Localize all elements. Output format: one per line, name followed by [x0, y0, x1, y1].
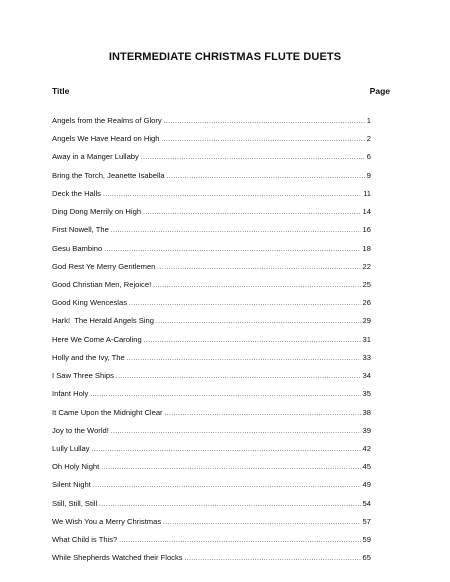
toc-leader-dots	[167, 174, 365, 180]
toc-entry-title: Good Christian Men, Rejoice!	[52, 279, 152, 289]
toc-entry	[52, 116, 371, 134]
toc-entry	[52, 535, 371, 553]
toc-leader-dots	[90, 392, 360, 398]
toc-entry-page: 38	[362, 407, 371, 417]
toc-entry-page: 31	[362, 334, 371, 344]
toc-entry-title: Hark! The Herald Angels Sing	[52, 316, 155, 326]
toc-entry-page: 65	[362, 553, 371, 563]
toc-entry	[52, 207, 371, 225]
toc-entry-title: Deck the Halls	[52, 188, 101, 198]
toc-entry-page: 33	[362, 352, 371, 362]
toc-entry	[52, 152, 371, 170]
toc-leader-dots	[162, 137, 365, 143]
toc-entry	[52, 316, 371, 334]
toc-entry-title: Angels from the Realms of Glory	[52, 116, 162, 125]
toc-leader-dots	[144, 338, 361, 344]
toc-entry	[52, 280, 371, 298]
toc-entry-page: 42	[362, 443, 371, 453]
toc-entry-title: Silent Night	[52, 480, 91, 490]
toc-entry	[52, 462, 371, 480]
toc-entry-title: It Came Upon the Midnight Clear	[52, 407, 163, 417]
toc-leader-dots	[111, 429, 361, 435]
toc-entry-page: 9	[366, 170, 371, 180]
column-header-page: Page	[369, 86, 390, 96]
toc-entry-title: Infant Holy	[52, 389, 89, 399]
toc-entry	[52, 408, 371, 426]
toc-entry-title: Still, Still, Still	[52, 498, 98, 508]
toc-entry	[52, 171, 371, 189]
toc-entry-title: Gesu Bambino	[52, 243, 103, 253]
toc-entry	[52, 426, 371, 444]
toc-entry-title: I Saw Three Ships	[52, 371, 114, 381]
toc-leader-dots	[116, 374, 361, 380]
toc-entry-title: Lully Lullay	[52, 443, 90, 453]
toc-entry-page: 25	[362, 279, 371, 289]
toc-entry	[52, 298, 371, 316]
toc-entry-page: 16	[362, 225, 371, 235]
toc-entry-page: 35	[362, 389, 371, 399]
toc-leader-dots	[141, 155, 365, 161]
toc-entry-page: 6	[366, 152, 371, 162]
toc-entry	[52, 353, 371, 371]
toc-entry	[52, 371, 371, 389]
toc-entry-page: 2	[366, 134, 371, 144]
toc-entry	[52, 480, 371, 498]
toc-leader-dots	[127, 356, 361, 362]
toc-entry	[52, 517, 371, 535]
toc-leader-dots	[153, 283, 360, 289]
toc-entry	[52, 262, 371, 280]
toc-entry-title: We Wish You a Merry Christmas	[52, 516, 162, 526]
toc-entry-title: Here We Come A-Caroling	[52, 334, 142, 344]
toc-entry-page: 11	[363, 188, 371, 198]
toc-entry-title: God Rest Ye Merry Gentlemen	[52, 261, 156, 271]
toc-entry-page: 45	[362, 462, 371, 472]
toc-entry-page: 34	[362, 371, 371, 381]
toc-entry-title: Ding Dong Merrily on High	[52, 207, 142, 217]
toc-leader-dots	[165, 411, 361, 417]
toc-entry-title: Joy to the World!	[52, 425, 109, 435]
toc-entry	[52, 389, 371, 407]
toc-leader-dots	[143, 210, 360, 216]
toc-entry-page: 14	[362, 207, 371, 217]
document-title: INTERMEDIATE CHRISTMAS FLUTE DUETS	[108, 51, 342, 63]
toc-entry-title: Away in a Manger Lullaby	[52, 152, 139, 162]
toc-leader-dots	[101, 465, 360, 471]
toc-entry-title: Good King Wenceslas	[52, 298, 127, 308]
toc-leader-dots	[92, 447, 361, 453]
toc-entry-title: While Shepherds Watched their Flocks	[52, 553, 183, 563]
toc-leader-dots	[185, 556, 361, 562]
toc-entry	[52, 134, 371, 152]
toc-entry	[52, 189, 371, 207]
toc-entry	[52, 225, 371, 243]
toc-entry	[52, 553, 371, 571]
toc-leader-dots	[163, 520, 360, 526]
toc-leader-dots	[129, 301, 361, 307]
toc-entry-title: What Child is This?	[52, 535, 118, 545]
toc-entry	[52, 244, 371, 262]
toc-entry-title: Oh Holy Night	[52, 462, 100, 472]
toc-entry	[52, 499, 371, 517]
toc-entry-page: 59	[362, 535, 371, 545]
toc-entry	[52, 444, 371, 462]
toc-leader-dots	[93, 483, 361, 489]
toc-entry-title: Holly and the Ivy, The	[52, 352, 125, 362]
toc-entry-title: First Nowell, The	[52, 225, 109, 235]
toc-leader-dots	[164, 119, 365, 125]
toc-entry-page: 54	[362, 498, 371, 508]
toc-entry-title: Angels We Have Heard on High	[52, 134, 160, 144]
toc-entry-page: 26	[362, 298, 371, 308]
toc-entry-page: 39	[362, 425, 371, 435]
toc-entry-page: 49	[362, 480, 371, 490]
toc-leader-dots	[103, 192, 361, 198]
toc-entry	[52, 335, 371, 353]
toc-leader-dots	[104, 247, 360, 253]
toc-entry-page: 18	[362, 243, 371, 253]
toc-entry-page: 1	[366, 116, 371, 125]
toc-entry-page: 57	[362, 516, 371, 526]
toc-leader-dots	[119, 538, 360, 544]
toc-leader-dots	[156, 319, 361, 325]
toc-leader-dots	[99, 502, 360, 508]
toc-leader-dots	[157, 265, 360, 271]
toc-entry-page: 29	[362, 316, 371, 326]
table-of-contents	[52, 116, 371, 571]
toc-entry-title: Bring the Torch, Jeanette Isabella	[52, 170, 165, 180]
toc-entry-page: 22	[362, 261, 371, 271]
toc-leader-dots	[111, 228, 361, 234]
column-header-title: Title	[52, 86, 70, 96]
